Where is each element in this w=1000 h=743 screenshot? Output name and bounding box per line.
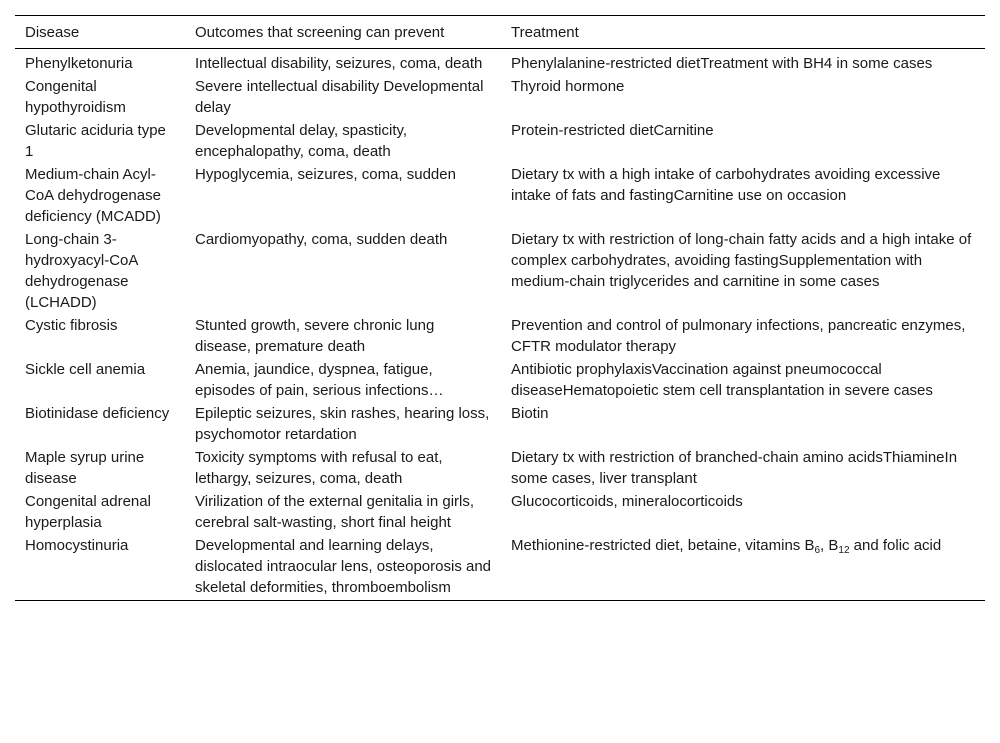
treatment-cell: Glucocorticoids, mineralocorticoids <box>511 493 743 510</box>
treatment-text: and folic acid <box>849 537 942 554</box>
table-row <box>15 445 985 489</box>
outcomes-cell: Epileptic seizures, skin rashes, hearing loss, psychomotor retardation <box>195 405 490 443</box>
disease-cell: Cystic fibrosis <box>25 317 118 334</box>
treatment-text: Methionine-restricted diet, betaine, vitamins B <box>511 537 815 554</box>
column-header-disease: Disease <box>15 16 185 49</box>
column-header-outcomes: Outcomes that screening can prevent <box>185 16 501 49</box>
table-row <box>15 489 985 533</box>
table-row <box>15 401 985 445</box>
treatment-cell: Prevention and control of pulmonary infections, pancreatic enzymes, CFTR modulator therapy <box>511 317 966 355</box>
disease-cell: Congenital hypothyroidism <box>25 78 126 116</box>
disease-cell: Maple syrup urine disease <box>25 449 145 487</box>
treatment-cell: Dietary tx with restriction of long-chain fatty acids and a high intake of complex carbohydrates, avoiding fastingSupplementation with medium-chain triglycerides and carnitine in some cases <box>511 231 972 290</box>
treatment-cell: Dietary tx with a high intake of carbohydrates avoiding excessive intake of fats and fastingCarnitine use on occasion <box>511 166 941 204</box>
outcomes-cell: Virilization of the external genitalia in girls, cerebral salt-wasting, short final height <box>195 493 475 531</box>
vitamin-b-subscript: 6 <box>814 545 821 556</box>
screening-table <box>15 15 985 601</box>
outcomes-cell: Hypoglycemia, seizures, coma, sudden <box>195 166 456 183</box>
disease-cell: Sickle cell anemia <box>25 361 146 378</box>
disease-cell: Medium-chain Acyl-CoA dehydrogenase deficiency (MCADD) <box>25 166 161 225</box>
outcomes-cell: Severe intellectual disability Developmental delay <box>195 78 484 116</box>
treatment-text: , B <box>820 537 839 554</box>
table-row <box>15 74 985 118</box>
treatment-cell: Thyroid hormone <box>511 78 625 95</box>
table-row <box>15 357 985 401</box>
disease-cell: Homocystinuria <box>15 533 185 601</box>
table-row <box>15 162 985 227</box>
vitamin-b-subscript: 12 <box>838 545 850 556</box>
table-row <box>15 313 985 357</box>
outcomes-cell: Developmental and learning delays, dislocated intraocular lens, osteoporosis and skeletal deformities, thromboembolism <box>185 533 501 601</box>
treatment-cell: Dietary tx with restriction of branched-chain amino acidsThiamineIn some cases, liver transplant <box>511 449 958 487</box>
treatment-cell: Biotin <box>511 405 549 422</box>
outcomes-cell: Anemia, jaundice, dyspnea, fatigue, episodes of pain, serious infections… <box>195 361 444 399</box>
outcomes-cell: Stunted growth, severe chronic lung disease, premature death <box>195 317 435 355</box>
table-row <box>15 118 985 162</box>
disease-cell: Congenital adrenal hyperplasia <box>25 493 151 531</box>
outcomes-cell: Toxicity symptoms with refusal to eat, lethargy, seizures, coma, death <box>195 449 443 487</box>
disease-cell: Long-chain 3-hydroxyacyl-CoA dehydrogenase (LCHADD) <box>25 231 138 311</box>
table-row <box>15 227 985 313</box>
header-row <box>15 16 985 49</box>
table-row <box>15 533 985 601</box>
treatment-cell: Antibiotic prophylaxisVaccination against pneumococcal diseaseHematopoietic stem cell transplantation in severe cases <box>511 361 933 399</box>
outcomes-cell: Intellectual disability, seizures, coma, death <box>195 55 483 72</box>
disease-cell: Glutaric aciduria type 1 <box>25 122 166 160</box>
treatment-cell: Phenylalanine-restricted dietTreatment with BH4 in some cases <box>511 55 933 72</box>
disease-cell: Phenylketonuria <box>25 55 133 72</box>
treatment-cell <box>501 533 985 601</box>
outcomes-cell: Cardiomyopathy, coma, sudden death <box>195 231 448 248</box>
outcomes-cell: Developmental delay, spasticity, encephalopathy, coma, death <box>195 122 408 160</box>
column-header-treatment: Treatment <box>501 16 985 49</box>
disease-cell: Biotinidase deficiency <box>25 405 170 422</box>
table-row <box>15 49 985 75</box>
screening-table-container <box>15 15 985 601</box>
treatment-cell: Protein-restricted dietCarnitine <box>511 122 714 139</box>
